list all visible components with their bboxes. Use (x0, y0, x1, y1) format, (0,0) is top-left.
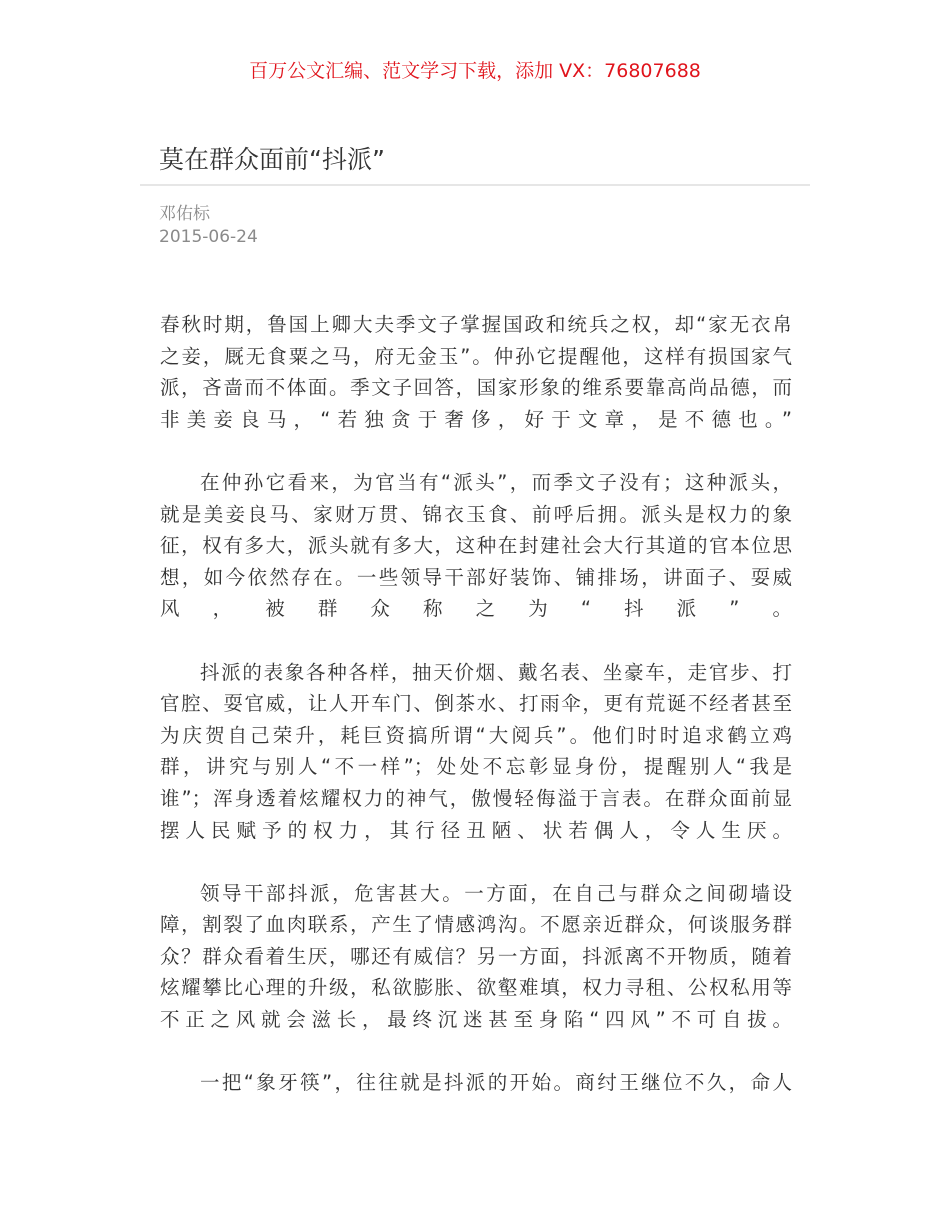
article-paragraph (160, 1067, 792, 1099)
paragraph-line: 在仲孙它看来，为官当有“派头”，而季文子没有；这种派头， (200, 470, 792, 494)
article-paragraph (160, 467, 792, 625)
paragraph-line: 抖派的表象各种各样，抽天价烟、戴名表、坐豪车，走官步、打 (200, 660, 792, 684)
paragraph-line: 非美妾良马，“若独贪于奢侈，好于文章，是不德也。” (160, 407, 792, 431)
paragraph-line: 派，吝啬而不体面。季文子回答，国家形象的维系要靠高尚品德，而 (160, 376, 792, 400)
paragraph-line: 谁”；浑身透着炫耀权力的神气，傲慢轻侮溢于言表。在群众面前显 (160, 786, 792, 810)
title-divider (140, 184, 810, 186)
article-paragraph (160, 878, 792, 1036)
paragraph-line: 障，割裂了血肉联系，产生了情感鸿沟。不愿亲近群众，何谈服务群 (160, 913, 792, 937)
paragraph-line: 为庆贺自己荣升，耗巨资搞所谓“大阅兵”。他们时时追求鹤立鸡 (160, 723, 792, 747)
article-paragraph (160, 657, 792, 847)
paragraph-line: 就是美妾良马、家财万贯、锦衣玉食、前呼后拥。派头是权力的象 (160, 502, 792, 526)
paragraph-line: 摆人民赋予的权力，其行径丑陋、状若偶人，令人生厌。 (160, 818, 792, 842)
article-title: 莫在群众面前“抖派” (159, 145, 385, 174)
article-body (160, 309, 792, 1130)
paragraph-line: 官腔、耍官威，让人开车门、倒茶水、打雨伞，更有荒诞不经者甚至 (160, 692, 792, 716)
article-meta (159, 203, 258, 249)
article-paragraph (160, 309, 792, 435)
paragraph-line: 群，讲究与别人“不一样”；处处不忘彰显身份，提醒别人“我是 (160, 755, 792, 779)
paragraph-line: 不正之风就会滋长，最终沉迷甚至身陷“四风”不可自拔。 (160, 1008, 792, 1032)
paragraph-line: 想，如今依然存在。一些领导干部好装饰、铺排场，讲面子、耍威 (160, 565, 792, 589)
paragraph-line: 春秋时期，鲁国上卿大夫季文子掌握国政和统兵之权，却“家无衣帛 (160, 313, 792, 336)
paragraph-line: 炫耀攀比心理的升级，私欲膨胀、欲壑难填，权力寻租、公权私用等 (160, 976, 792, 1000)
author-name: 邓佑标 (159, 204, 210, 224)
paragraph-line: 征，权有多大，派头就有多大，这种在封建社会大行其道的官本位思 (160, 534, 792, 558)
paragraph-line: 风，被群众称之为“抖派”。 (160, 597, 792, 621)
paragraph-line: 之妾，厩无食粟之马，府无金玉”。仲孙它提醒他，这样有损国家气 (160, 344, 792, 368)
publish-date: 2015-06-24 (159, 227, 258, 247)
paragraph-line: 众？群众看着生厌，哪还有威信？另一方面，抖派离不开物质，随着 (160, 944, 792, 968)
promo-banner: 百万公文汇编、范文学习下载，添加 VX：76807688 (249, 60, 701, 82)
paragraph-line: 领导干部抖派，危害甚大。一方面，在自己与群众之间砌墙设 (200, 881, 792, 905)
paragraph-line: 一把“象牙筷”，往往就是抖派的开始。商纣王继位不久，命人 (200, 1071, 792, 1095)
